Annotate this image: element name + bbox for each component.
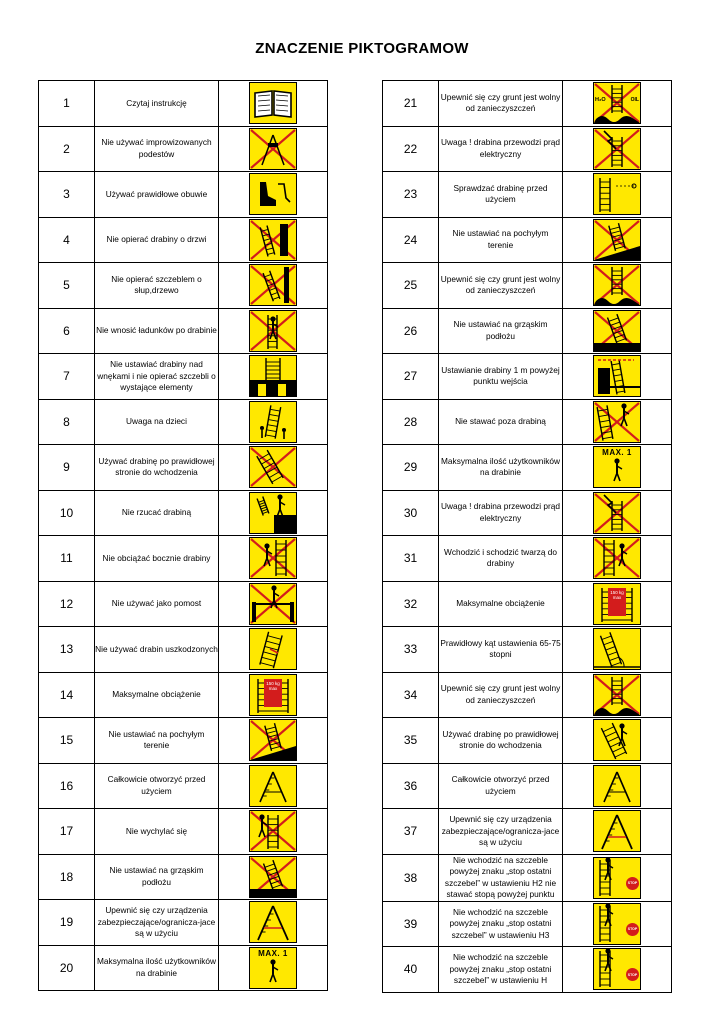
pictogram-number: 7 — [39, 354, 95, 400]
pictogram-description: Maksymalne obciążenie — [95, 672, 219, 718]
max-load-icon — [593, 583, 641, 625]
table-row — [39, 217, 328, 263]
table-row — [383, 354, 672, 400]
ground-contamination-icon-graphic — [594, 83, 640, 123]
pictogram-cell — [563, 172, 672, 218]
ladder-1m-icon — [593, 355, 641, 397]
table-row — [383, 536, 672, 582]
ground-contamination-icon — [593, 264, 641, 306]
table-row — [39, 263, 328, 309]
pictogram-number: 30 — [383, 490, 439, 536]
pictogram-number: 38 — [383, 854, 439, 901]
pictogram-cell — [219, 172, 328, 218]
pictogram-cell — [563, 217, 672, 263]
angle-icon — [593, 628, 641, 670]
ladder-door-icon — [249, 219, 297, 261]
table-row — [39, 490, 328, 536]
stop-sign-icon: STOP — [626, 923, 639, 936]
ladder-1m-icon-graphic — [594, 356, 640, 396]
soft-ground-icon-graphic — [250, 857, 296, 897]
pictogram-description: Używać drabinę po prawidłowej stronie do wchodzenia — [95, 445, 219, 491]
table-row — [39, 627, 328, 673]
ladder-recess-icon — [249, 355, 297, 397]
pictogram-description: Nie opierać drabiny o drzwi — [95, 217, 219, 263]
pictogram-description: Nie wchodzić na szczeble powyżej znaku „stop ostatni szczebel” w ustawieniu H3 — [439, 901, 563, 947]
table-row — [39, 536, 328, 582]
pictogram-cell — [219, 445, 328, 491]
table-row — [383, 308, 672, 354]
pictogram-cell — [563, 901, 672, 947]
pictogram-number: 1 — [39, 81, 95, 127]
table-row — [39, 354, 328, 400]
slope-icon-graphic — [250, 720, 296, 760]
pictogram-number: 26 — [383, 308, 439, 354]
page-title: ZNACZENIE PIKTOGRAMOW — [255, 40, 469, 57]
pictogram-cell — [563, 263, 672, 309]
pictogram-description: Nie ustawiać na pochyłym terenie — [439, 217, 563, 263]
table-row — [39, 126, 328, 172]
slope-icon — [249, 719, 297, 761]
pictogram-number: 4 — [39, 217, 95, 263]
pictogram-description: Nie ustawiać na pochyłym terenie — [95, 718, 219, 764]
pictogram-description: Maksymalne obciążenie — [439, 581, 563, 627]
pictogram-cell — [563, 308, 672, 354]
ladder-recess-icon-graphic — [250, 356, 296, 396]
h2o-label: H₂O — [595, 97, 606, 104]
pictogram-number: 15 — [39, 718, 95, 764]
pictogram-cell — [219, 763, 328, 809]
pictogram-number: 14 — [39, 672, 95, 718]
pictogram-number: 2 — [39, 126, 95, 172]
pictogram-description: Uwaga na dzieci — [95, 399, 219, 445]
pictogram-number: 22 — [383, 126, 439, 172]
lean-out-icon — [249, 810, 297, 852]
pictogram-number: 17 — [39, 809, 95, 855]
table-row — [39, 672, 328, 718]
table-row — [383, 217, 672, 263]
pictogram-number: 40 — [383, 947, 439, 993]
table-row — [383, 718, 672, 764]
pictogram-cell — [219, 81, 328, 127]
table-row — [39, 718, 328, 764]
open-ladder-icon-graphic — [594, 766, 640, 806]
pictogram-number: 35 — [383, 718, 439, 764]
pictogram-number: 29 — [383, 445, 439, 491]
pictogram-cell — [563, 581, 672, 627]
pictogram-description: Ustawianie drabiny 1 m powyżej punktu wejścia — [439, 354, 563, 400]
table-row — [383, 581, 672, 627]
pictogram-number: 8 — [39, 399, 95, 445]
pictogram-cell — [219, 718, 328, 764]
pictogram-description: Nie używać improwizowanych podestów — [95, 126, 219, 172]
pictogram-description: Całkowicie otworzyć przed użyciem — [95, 763, 219, 809]
stop-step-icon — [593, 948, 641, 990]
pictogram-description: Nie ustawiać na grząskim podłożu — [95, 854, 219, 900]
ladder-correct-side-icon — [593, 719, 641, 761]
pictogram-description: Upewnić się czy grunt jest wolny od zanieczyszczeń — [439, 81, 563, 127]
ground-contamination-icon-graphic — [594, 675, 640, 715]
pictogram-description: Nie ustawiać na grząskim podłożu — [439, 308, 563, 354]
table-row — [383, 81, 672, 127]
pictogram-cell — [219, 536, 328, 582]
pictogram-number: 11 — [39, 536, 95, 582]
max-users-label: MAX. 1 — [258, 948, 288, 958]
pictogram-cell — [219, 308, 328, 354]
table-row — [383, 763, 672, 809]
pictogram-description: Prawidłowy kąt ustawienia 65-75 stopni — [439, 627, 563, 673]
ladder-pole-icon-graphic — [250, 265, 296, 305]
pictogram-description: Używać prawidłowe obuwie — [95, 172, 219, 218]
pictogram-number: 18 — [39, 854, 95, 900]
safety-devices-icon — [593, 810, 641, 852]
table-row — [383, 445, 672, 491]
damaged-ladder-icon — [249, 628, 297, 670]
table-row — [39, 445, 328, 491]
pictogram-cell — [219, 627, 328, 673]
safety-devices-icon-graphic — [250, 902, 296, 942]
improvised-platform-icon — [249, 128, 297, 170]
pictogram-cell — [219, 854, 328, 900]
inspect-ladder-icon-graphic — [594, 174, 640, 214]
children-icon-graphic — [250, 402, 296, 442]
max-users-icon — [249, 947, 297, 989]
electricity-icon — [593, 128, 641, 170]
pictogram-cell — [219, 581, 328, 627]
table-row — [383, 399, 672, 445]
side-load-icon-graphic — [250, 538, 296, 578]
stop-sign-icon: STOP — [626, 877, 639, 890]
pictogram-description: Maksymalna ilość użytkowników na drabinie — [95, 945, 219, 991]
pictogram-description: Nie używać jako pomost — [95, 581, 219, 627]
ladder-wrong-side-icon-graphic — [250, 447, 296, 487]
table-row — [383, 126, 672, 172]
pictogram-number: 32 — [383, 581, 439, 627]
ground-contamination-icon — [593, 82, 641, 124]
table-row — [383, 809, 672, 855]
pictogram-cell — [563, 947, 672, 993]
angle-icon-graphic — [594, 629, 640, 669]
pictogram-description: Maksymalna ilość użytkowników na drabinie — [439, 445, 563, 491]
pictogram-cell — [219, 672, 328, 718]
electricity-icon-graphic — [594, 493, 640, 533]
slope-icon — [593, 219, 641, 261]
soft-ground-icon — [249, 856, 297, 898]
open-ladder-icon — [249, 765, 297, 807]
pictogram-cell — [563, 809, 672, 855]
pictogram-cell — [219, 399, 328, 445]
pictogram-cell — [219, 263, 328, 309]
step-off-icon — [593, 401, 641, 443]
table-row — [39, 763, 328, 809]
pictogram-number: 37 — [383, 809, 439, 855]
pictogram-number: 31 — [383, 536, 439, 582]
table-row — [383, 172, 672, 218]
table-row — [39, 945, 328, 991]
stop-sign-icon: STOP — [626, 968, 639, 981]
soft-ground-icon-graphic — [594, 311, 640, 351]
pictogram-cell — [563, 399, 672, 445]
table-row — [383, 901, 672, 947]
pictogram-description: Nie stawać poza drabiną — [439, 399, 563, 445]
improvised-platform-icon-graphic — [250, 129, 296, 169]
pictogram-cell — [219, 354, 328, 400]
pictogram-cell — [219, 945, 328, 991]
pictogram-description: Upewnić się czy grunt jest wolny od zanieczyszczeń — [439, 263, 563, 309]
pictogram-description: Nie używać drabin uszkodzonych — [95, 627, 219, 673]
pictogram-cell — [563, 354, 672, 400]
table-row — [383, 672, 672, 718]
table-row — [39, 900, 328, 946]
pictogram-cell — [563, 490, 672, 536]
pictogram-number: 25 — [383, 263, 439, 309]
shoe-icon-graphic — [250, 174, 296, 214]
pictogram-description: Nie ustawiać drabiny nad wnękami i nie opierać szczebli o wystające elementy — [95, 354, 219, 400]
pictogram-description: Upewnić się czy urządzenia zabezpieczające/ogranicza-jace są w użyciu — [439, 809, 563, 855]
face-ladder-icon — [593, 537, 641, 579]
pictogram-cell — [219, 490, 328, 536]
pictogram-description: Nie opierać szczeblem o słup,drzewo — [95, 263, 219, 309]
pictogram-description: Całkowicie otworzyć przed użyciem — [439, 763, 563, 809]
pictogram-description: Wchodzić i schodzić twarzą do drabiny — [439, 536, 563, 582]
pictogram-number: 28 — [383, 399, 439, 445]
pictogram-description: Nie wchodzić na szczeble powyżej znaku „stop ostatni szczebel” w ustawieniu H — [439, 947, 563, 993]
pictogram-cell — [563, 718, 672, 764]
pictogram-number: 33 — [383, 627, 439, 673]
ground-contamination-icon-graphic — [594, 265, 640, 305]
book-icon-graphic — [250, 83, 296, 123]
pictogram-cell — [563, 81, 672, 127]
pictogram-number: 6 — [39, 308, 95, 354]
soft-ground-icon — [593, 310, 641, 352]
pictogram-number: 20 — [39, 945, 95, 991]
pictogram-cell — [219, 217, 328, 263]
electricity-icon — [593, 492, 641, 534]
pictogram-cell — [563, 854, 672, 901]
throw-ladder-icon-graphic — [250, 493, 296, 533]
bridge-icon — [249, 583, 297, 625]
pictogram-cell — [563, 445, 672, 491]
safety-devices-icon — [249, 901, 297, 943]
pictogram-number: 39 — [383, 901, 439, 947]
weight-badge: 150 kg max — [264, 679, 282, 707]
pictogram-number: 10 — [39, 490, 95, 536]
pictogram-cell — [563, 126, 672, 172]
throw-ladder-icon — [249, 492, 297, 534]
pictogram-number: 36 — [383, 763, 439, 809]
pictogram-number: 21 — [383, 81, 439, 127]
oil-label: OIL — [630, 97, 639, 104]
pictogram-number: 27 — [383, 354, 439, 400]
open-ladder-icon — [593, 765, 641, 807]
pictogram-number: 19 — [39, 900, 95, 946]
face-ladder-icon-graphic — [594, 538, 640, 578]
table-row — [39, 854, 328, 900]
pictogram-description: Nie obciążać bocznie drabiny — [95, 536, 219, 582]
pictogram-number: 24 — [383, 217, 439, 263]
step-off-icon-graphic — [594, 402, 640, 442]
pictogram-table-right — [382, 80, 672, 993]
pictogram-description: Czytaj instrukcję — [95, 81, 219, 127]
pictogram-table-left — [38, 80, 328, 991]
table-row — [383, 627, 672, 673]
stop-step-icon — [593, 903, 641, 945]
pictogram-number: 12 — [39, 581, 95, 627]
table-row — [39, 809, 328, 855]
damaged-ladder-icon-graphic — [250, 629, 296, 669]
side-load-icon — [249, 537, 297, 579]
pictogram-number: 34 — [383, 672, 439, 718]
pictogram-description: Sprawdzać drabinę przed użyciem — [439, 172, 563, 218]
inspect-ladder-icon — [593, 173, 641, 215]
pictogram-number: 23 — [383, 172, 439, 218]
table-row — [39, 399, 328, 445]
ladder-pole-icon — [249, 264, 297, 306]
bridge-icon-graphic — [250, 584, 296, 624]
pictogram-cell — [219, 126, 328, 172]
ladder-correct-side-icon-graphic — [594, 720, 640, 760]
pictogram-description: Nie rzucać drabiną — [95, 490, 219, 536]
ladder-wrong-side-icon — [249, 446, 297, 488]
pictogram-description: Uwaga ! drabina przewodzi prąd elektryczny — [439, 126, 563, 172]
table-row — [383, 263, 672, 309]
electricity-icon-graphic — [594, 129, 640, 169]
max-users-label: MAX. 1 — [602, 448, 632, 458]
pictogram-cell — [219, 809, 328, 855]
table-row — [39, 581, 328, 627]
max-users-icon — [593, 446, 641, 488]
carry-load-icon-graphic — [250, 311, 296, 351]
table-row — [39, 308, 328, 354]
book-icon — [249, 82, 297, 124]
pictogram-cell — [563, 763, 672, 809]
table-row — [383, 490, 672, 536]
shoe-icon — [249, 173, 297, 215]
table-row — [383, 854, 672, 901]
pictogram-cell — [563, 627, 672, 673]
pictogram-number: 16 — [39, 763, 95, 809]
safety-devices-icon-graphic — [594, 811, 640, 851]
pictogram-number: 3 — [39, 172, 95, 218]
children-icon — [249, 401, 297, 443]
max-load-icon — [249, 674, 297, 716]
pictogram-description: Upewnić się czy urządzenia zabezpieczające/ogranicza-jace są w użyciu — [95, 900, 219, 946]
pictogram-cell — [219, 900, 328, 946]
pictogram-description: Uwaga ! drabina przewodzi prąd elektryczny — [439, 490, 563, 536]
pictogram-number: 5 — [39, 263, 95, 309]
weight-badge: 150 kg max — [608, 588, 626, 616]
slope-icon-graphic — [594, 220, 640, 260]
pictogram-description: Nie wychylać się — [95, 809, 219, 855]
table-row — [383, 947, 672, 993]
carry-load-icon — [249, 310, 297, 352]
pictogram-number: 13 — [39, 627, 95, 673]
pictogram-cell — [563, 672, 672, 718]
ladder-door-icon-graphic — [250, 220, 296, 260]
table-row — [39, 172, 328, 218]
pictogram-description: Używać drabinę po prawidłowej stronie do wchodzenia — [439, 718, 563, 764]
pictogram-description: Nie wchodzić na szczeble powyżej znaku „stop ostatni szczebel” w ustawieniu H2 nie stawać stopą powyżej punktu — [439, 854, 563, 901]
lean-out-icon-graphic — [250, 811, 296, 851]
table-row — [39, 81, 328, 127]
open-ladder-icon-graphic — [250, 766, 296, 806]
ground-contamination-icon — [593, 674, 641, 716]
pictogram-description: Nie wnosić ładunków po drabinie — [95, 308, 219, 354]
stop-step-icon — [593, 857, 641, 899]
pictogram-description: Upewnić się czy grunt jest wolny od zanieczyszczeń — [439, 672, 563, 718]
pictogram-cell — [563, 536, 672, 582]
pictogram-number: 9 — [39, 445, 95, 491]
